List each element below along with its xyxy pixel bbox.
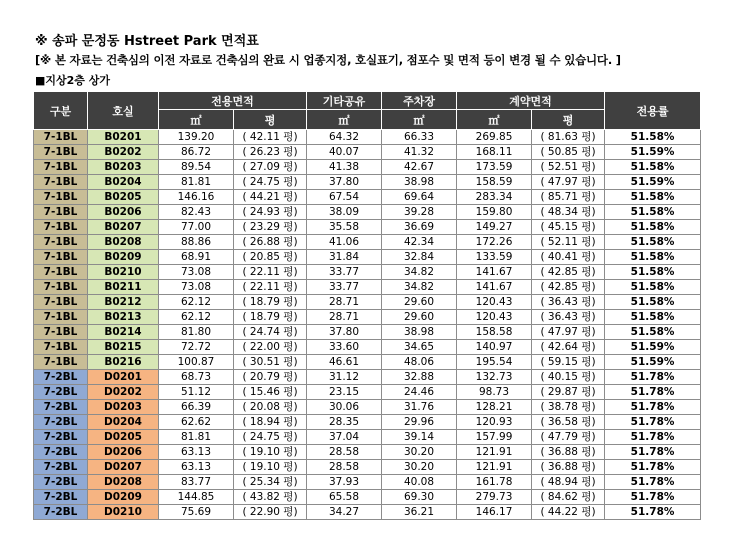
cell-exclusive-sqm: 82.43 bbox=[159, 205, 234, 220]
cell-contract-sqm: 132.73 bbox=[457, 370, 532, 385]
cell-exclusive-pyeong: ( 22.90 평) bbox=[234, 505, 307, 520]
cell-parking: 42.67 bbox=[382, 160, 457, 175]
cell-block: 7-1BL bbox=[34, 310, 88, 325]
cell-contract-pyeong: ( 47.97 평) bbox=[532, 325, 605, 340]
notice-text: [※ 본 자료는 건축심의 이전 자료로 건축심의 완료 시 업종지정, 호실표기, 점포수 및 면적 등이 변경 될 수 있습니다. ] bbox=[35, 53, 621, 67]
cell-other-shared: 33.77 bbox=[307, 265, 382, 280]
cell-parking: 66.33 bbox=[382, 130, 457, 145]
table-row bbox=[34, 490, 701, 505]
cell-contract-sqm: 128.21 bbox=[457, 400, 532, 415]
header-exclusive-sqm: ㎡ bbox=[159, 110, 234, 130]
table-row bbox=[34, 505, 701, 520]
cell-rate: 51.58% bbox=[605, 250, 701, 265]
cell-other-shared: 28.71 bbox=[307, 310, 382, 325]
cell-block: 7-1BL bbox=[34, 355, 88, 370]
table-row bbox=[34, 205, 701, 220]
cell-contract-pyeong: ( 36.88 평) bbox=[532, 460, 605, 475]
cell-block: 7-1BL bbox=[34, 175, 88, 190]
cell-rate: 51.58% bbox=[605, 205, 701, 220]
cell-exclusive-pyeong: ( 20.85 평) bbox=[234, 250, 307, 265]
cell-contract-pyeong: ( 85.71 평) bbox=[532, 190, 605, 205]
cell-contract-sqm: 120.43 bbox=[457, 295, 532, 310]
cell-contract-sqm: 149.27 bbox=[457, 220, 532, 235]
cell-block: 7-1BL bbox=[34, 205, 88, 220]
cell-other-shared: 41.38 bbox=[307, 160, 382, 175]
cell-exclusive-sqm: 73.08 bbox=[159, 265, 234, 280]
cell-other-shared: 40.07 bbox=[307, 145, 382, 160]
cell-block: 7-2BL bbox=[34, 460, 88, 475]
cell-unit: D0209 bbox=[88, 490, 159, 505]
cell-unit: B0202 bbox=[88, 145, 159, 160]
table-row bbox=[34, 460, 701, 475]
table-row bbox=[34, 310, 701, 325]
cell-unit: B0215 bbox=[88, 340, 159, 355]
cell-block: 7-1BL bbox=[34, 145, 88, 160]
cell-block: 7-1BL bbox=[34, 130, 88, 145]
cell-exclusive-pyeong: ( 24.75 평) bbox=[234, 175, 307, 190]
cell-other-shared: 41.06 bbox=[307, 235, 382, 250]
cell-unit: B0210 bbox=[88, 265, 159, 280]
cell-parking: 42.34 bbox=[382, 235, 457, 250]
cell-parking: 36.69 bbox=[382, 220, 457, 235]
cell-rate: 51.78% bbox=[605, 475, 701, 490]
cell-contract-pyeong: ( 81.63 평) bbox=[532, 130, 605, 145]
cell-contract-pyeong: ( 40.41 평) bbox=[532, 250, 605, 265]
area-table bbox=[33, 91, 701, 520]
cell-unit: B0211 bbox=[88, 280, 159, 295]
cell-contract-pyeong: ( 44.22 평) bbox=[532, 505, 605, 520]
cell-exclusive-pyeong: ( 22.11 평) bbox=[234, 280, 307, 295]
cell-contract-pyeong: ( 36.88 평) bbox=[532, 445, 605, 460]
table-row bbox=[34, 145, 701, 160]
table-header bbox=[34, 92, 701, 130]
table-row bbox=[34, 265, 701, 280]
cell-exclusive-pyeong: ( 26.23 평) bbox=[234, 145, 307, 160]
table-row bbox=[34, 385, 701, 400]
cell-block: 7-1BL bbox=[34, 280, 88, 295]
cell-block: 7-1BL bbox=[34, 235, 88, 250]
cell-unit: B0208 bbox=[88, 235, 159, 250]
table-row bbox=[34, 415, 701, 430]
cell-other-shared: 67.54 bbox=[307, 190, 382, 205]
cell-exclusive-pyeong: ( 20.08 평) bbox=[234, 400, 307, 415]
table-row bbox=[34, 340, 701, 355]
cell-exclusive-sqm: 62.12 bbox=[159, 295, 234, 310]
cell-other-shared: 37.80 bbox=[307, 175, 382, 190]
cell-contract-pyeong: ( 42.85 평) bbox=[532, 265, 605, 280]
cell-contract-pyeong: ( 38.78 평) bbox=[532, 400, 605, 415]
header-exclusive-pyeong: 평 bbox=[234, 110, 307, 130]
cell-block: 7-1BL bbox=[34, 220, 88, 235]
cell-exclusive-pyeong: ( 44.21 평) bbox=[234, 190, 307, 205]
cell-unit: B0204 bbox=[88, 175, 159, 190]
table-row bbox=[34, 190, 701, 205]
cell-exclusive-sqm: 62.12 bbox=[159, 310, 234, 325]
cell-rate: 51.78% bbox=[605, 370, 701, 385]
cell-unit: B0205 bbox=[88, 190, 159, 205]
header-parking: 주차장 bbox=[382, 92, 457, 110]
cell-contract-sqm: 98.73 bbox=[457, 385, 532, 400]
cell-contract-pyeong: ( 40.15 평) bbox=[532, 370, 605, 385]
cell-rate: 51.78% bbox=[605, 400, 701, 415]
header-exclusive-area: 전용면적 bbox=[159, 92, 307, 110]
cell-unit: D0202 bbox=[88, 385, 159, 400]
table-row bbox=[34, 250, 701, 265]
cell-exclusive-pyeong: ( 19.10 평) bbox=[234, 460, 307, 475]
cell-parking: 30.20 bbox=[382, 445, 457, 460]
cell-contract-sqm: 133.59 bbox=[457, 250, 532, 265]
table-row bbox=[34, 280, 701, 295]
cell-contract-sqm: 140.97 bbox=[457, 340, 532, 355]
cell-parking: 38.98 bbox=[382, 325, 457, 340]
cell-other-shared: 33.60 bbox=[307, 340, 382, 355]
header-unit: 호실 bbox=[88, 92, 159, 130]
cell-other-shared: 23.15 bbox=[307, 385, 382, 400]
cell-other-shared: 38.09 bbox=[307, 205, 382, 220]
cell-rate: 51.58% bbox=[605, 190, 701, 205]
header-block: 구분 bbox=[34, 92, 88, 130]
cell-block: 7-2BL bbox=[34, 445, 88, 460]
cell-exclusive-pyeong: ( 24.75 평) bbox=[234, 430, 307, 445]
table-row bbox=[34, 430, 701, 445]
cell-contract-sqm: 173.59 bbox=[457, 160, 532, 175]
cell-exclusive-pyeong: ( 24.93 평) bbox=[234, 205, 307, 220]
table-body bbox=[34, 130, 701, 520]
cell-unit: D0201 bbox=[88, 370, 159, 385]
cell-other-shared: 28.71 bbox=[307, 295, 382, 310]
table-row bbox=[34, 235, 701, 250]
cell-contract-pyeong: ( 48.34 평) bbox=[532, 205, 605, 220]
table-row bbox=[34, 175, 701, 190]
cell-rate: 51.78% bbox=[605, 505, 701, 520]
cell-parking: 41.32 bbox=[382, 145, 457, 160]
cell-contract-sqm: 141.67 bbox=[457, 265, 532, 280]
cell-other-shared: 37.80 bbox=[307, 325, 382, 340]
cell-exclusive-pyeong: ( 27.09 평) bbox=[234, 160, 307, 175]
cell-rate: 51.58% bbox=[605, 265, 701, 280]
cell-exclusive-pyeong: ( 18.79 평) bbox=[234, 310, 307, 325]
cell-exclusive-pyeong: ( 20.79 평) bbox=[234, 370, 307, 385]
cell-parking: 34.82 bbox=[382, 265, 457, 280]
cell-exclusive-sqm: 139.20 bbox=[159, 130, 234, 145]
cell-block: 7-2BL bbox=[34, 370, 88, 385]
cell-rate: 51.59% bbox=[605, 355, 701, 370]
header-contract-area: 계약면적 bbox=[457, 92, 605, 110]
cell-contract-pyeong: ( 29.87 평) bbox=[532, 385, 605, 400]
cell-exclusive-sqm: 146.16 bbox=[159, 190, 234, 205]
cell-contract-sqm: 121.91 bbox=[457, 445, 532, 460]
cell-contract-sqm: 168.11 bbox=[457, 145, 532, 160]
cell-other-shared: 28.35 bbox=[307, 415, 382, 430]
cell-contract-sqm: 195.54 bbox=[457, 355, 532, 370]
cell-parking: 32.84 bbox=[382, 250, 457, 265]
cell-exclusive-pyeong: ( 19.10 평) bbox=[234, 445, 307, 460]
cell-unit: D0207 bbox=[88, 460, 159, 475]
cell-contract-pyeong: ( 84.62 평) bbox=[532, 490, 605, 505]
cell-parking: 34.82 bbox=[382, 280, 457, 295]
cell-other-shared: 34.27 bbox=[307, 505, 382, 520]
cell-contract-pyeong: ( 52.11 평) bbox=[532, 235, 605, 250]
cell-exclusive-sqm: 66.39 bbox=[159, 400, 234, 415]
cell-rate: 51.58% bbox=[605, 280, 701, 295]
cell-rate: 51.78% bbox=[605, 445, 701, 460]
cell-contract-sqm: 146.17 bbox=[457, 505, 532, 520]
cell-parking: 31.76 bbox=[382, 400, 457, 415]
cell-contract-sqm: 279.73 bbox=[457, 490, 532, 505]
cell-rate: 51.59% bbox=[605, 145, 701, 160]
cell-block: 7-2BL bbox=[34, 385, 88, 400]
cell-other-shared: 65.58 bbox=[307, 490, 382, 505]
cell-contract-sqm: 120.93 bbox=[457, 415, 532, 430]
cell-exclusive-sqm: 88.86 bbox=[159, 235, 234, 250]
cell-contract-sqm: 159.80 bbox=[457, 205, 532, 220]
cell-rate: 51.58% bbox=[605, 310, 701, 325]
cell-exclusive-sqm: 68.73 bbox=[159, 370, 234, 385]
cell-exclusive-pyeong: ( 22.11 평) bbox=[234, 265, 307, 280]
cell-exclusive-sqm: 62.62 bbox=[159, 415, 234, 430]
cell-unit: B0214 bbox=[88, 325, 159, 340]
table-row bbox=[34, 475, 701, 490]
cell-exclusive-sqm: 75.69 bbox=[159, 505, 234, 520]
cell-other-shared: 31.12 bbox=[307, 370, 382, 385]
cell-rate: 51.78% bbox=[605, 430, 701, 445]
cell-unit: D0203 bbox=[88, 400, 159, 415]
cell-unit: B0206 bbox=[88, 205, 159, 220]
cell-exclusive-sqm: 51.12 bbox=[159, 385, 234, 400]
cell-block: 7-2BL bbox=[34, 475, 88, 490]
header-rate: 전용률 bbox=[605, 92, 701, 130]
cell-exclusive-sqm: 144.85 bbox=[159, 490, 234, 505]
cell-block: 7-2BL bbox=[34, 415, 88, 430]
section-heading: ■지상2층 상가 bbox=[35, 74, 111, 87]
cell-exclusive-sqm: 73.08 bbox=[159, 280, 234, 295]
cell-exclusive-sqm: 63.13 bbox=[159, 460, 234, 475]
cell-contract-pyeong: ( 45.15 평) bbox=[532, 220, 605, 235]
cell-parking: 30.20 bbox=[382, 460, 457, 475]
cell-rate: 51.58% bbox=[605, 160, 701, 175]
table-row bbox=[34, 160, 701, 175]
cell-contract-sqm: 157.99 bbox=[457, 430, 532, 445]
cell-exclusive-sqm: 68.91 bbox=[159, 250, 234, 265]
cell-unit: B0212 bbox=[88, 295, 159, 310]
cell-block: 7-2BL bbox=[34, 490, 88, 505]
cell-parking: 39.14 bbox=[382, 430, 457, 445]
cell-other-shared: 64.32 bbox=[307, 130, 382, 145]
header-contract-pyeong: 평 bbox=[532, 110, 605, 130]
cell-parking: 34.65 bbox=[382, 340, 457, 355]
cell-block: 7-2BL bbox=[34, 430, 88, 445]
cell-contract-sqm: 141.67 bbox=[457, 280, 532, 295]
cell-parking: 38.98 bbox=[382, 175, 457, 190]
cell-exclusive-sqm: 81.81 bbox=[159, 175, 234, 190]
cell-exclusive-sqm: 83.77 bbox=[159, 475, 234, 490]
cell-contract-pyeong: ( 36.43 평) bbox=[532, 295, 605, 310]
cell-exclusive-pyeong: ( 23.29 평) bbox=[234, 220, 307, 235]
cell-exclusive-sqm: 81.80 bbox=[159, 325, 234, 340]
cell-parking: 48.06 bbox=[382, 355, 457, 370]
cell-parking: 69.64 bbox=[382, 190, 457, 205]
table-row bbox=[34, 220, 701, 235]
cell-rate: 51.58% bbox=[605, 325, 701, 340]
cell-contract-sqm: 158.59 bbox=[457, 175, 532, 190]
cell-contract-sqm: 161.78 bbox=[457, 475, 532, 490]
cell-contract-sqm: 283.34 bbox=[457, 190, 532, 205]
header-parking-sqm: ㎡ bbox=[382, 110, 457, 130]
cell-block: 7-1BL bbox=[34, 250, 88, 265]
cell-unit: D0204 bbox=[88, 415, 159, 430]
cell-parking: 40.08 bbox=[382, 475, 457, 490]
cell-contract-sqm: 158.58 bbox=[457, 325, 532, 340]
cell-contract-pyeong: ( 42.85 평) bbox=[532, 280, 605, 295]
cell-unit: D0210 bbox=[88, 505, 159, 520]
cell-exclusive-pyeong: ( 24.74 평) bbox=[234, 325, 307, 340]
cell-exclusive-pyeong: ( 30.51 평) bbox=[234, 355, 307, 370]
cell-other-shared: 31.84 bbox=[307, 250, 382, 265]
cell-unit: D0206 bbox=[88, 445, 159, 460]
cell-unit: D0205 bbox=[88, 430, 159, 445]
cell-contract-pyeong: ( 42.64 평) bbox=[532, 340, 605, 355]
cell-unit: D0208 bbox=[88, 475, 159, 490]
cell-rate: 51.58% bbox=[605, 130, 701, 145]
cell-rate: 51.59% bbox=[605, 175, 701, 190]
cell-contract-sqm: 120.43 bbox=[457, 310, 532, 325]
cell-contract-pyeong: ( 36.43 평) bbox=[532, 310, 605, 325]
table-row bbox=[34, 355, 701, 370]
table-row bbox=[34, 130, 701, 145]
cell-block: 7-1BL bbox=[34, 190, 88, 205]
cell-other-shared: 37.04 bbox=[307, 430, 382, 445]
cell-unit: B0201 bbox=[88, 130, 159, 145]
cell-block: 7-2BL bbox=[34, 505, 88, 520]
cell-exclusive-sqm: 72.72 bbox=[159, 340, 234, 355]
cell-exclusive-pyeong: ( 18.79 평) bbox=[234, 295, 307, 310]
table-row bbox=[34, 295, 701, 310]
cell-block: 7-1BL bbox=[34, 295, 88, 310]
cell-rate: 51.78% bbox=[605, 415, 701, 430]
table-row bbox=[34, 400, 701, 415]
cell-rate: 51.78% bbox=[605, 385, 701, 400]
cell-block: 7-2BL bbox=[34, 400, 88, 415]
cell-exclusive-sqm: 89.54 bbox=[159, 160, 234, 175]
cell-unit: B0213 bbox=[88, 310, 159, 325]
cell-block: 7-1BL bbox=[34, 160, 88, 175]
cell-exclusive-sqm: 63.13 bbox=[159, 445, 234, 460]
table-row bbox=[34, 325, 701, 340]
table-row bbox=[34, 445, 701, 460]
cell-exclusive-pyeong: ( 26.88 평) bbox=[234, 235, 307, 250]
cell-exclusive-pyeong: ( 18.94 평) bbox=[234, 415, 307, 430]
cell-parking: 29.60 bbox=[382, 295, 457, 310]
cell-exclusive-pyeong: ( 42.11 평) bbox=[234, 130, 307, 145]
header-other-shared: 기타공유 bbox=[307, 92, 382, 110]
header-contract-sqm: ㎡ bbox=[457, 110, 532, 130]
cell-exclusive-sqm: 100.87 bbox=[159, 355, 234, 370]
cell-parking: 69.30 bbox=[382, 490, 457, 505]
cell-parking: 32.88 bbox=[382, 370, 457, 385]
cell-unit: B0209 bbox=[88, 250, 159, 265]
cell-exclusive-sqm: 81.81 bbox=[159, 430, 234, 445]
cell-contract-pyeong: ( 36.58 평) bbox=[532, 415, 605, 430]
header-other-sqm: ㎡ bbox=[307, 110, 382, 130]
cell-block: 7-1BL bbox=[34, 325, 88, 340]
cell-contract-pyeong: ( 50.85 평) bbox=[532, 145, 605, 160]
cell-contract-sqm: 172.26 bbox=[457, 235, 532, 250]
cell-block: 7-1BL bbox=[34, 265, 88, 280]
cell-rate: 51.59% bbox=[605, 340, 701, 355]
cell-unit: B0203 bbox=[88, 160, 159, 175]
page-title: ※ 송파 문정동 Hstreet Park 면적표 bbox=[35, 34, 259, 49]
cell-exclusive-sqm: 86.72 bbox=[159, 145, 234, 160]
cell-parking: 36.21 bbox=[382, 505, 457, 520]
cell-contract-pyeong: ( 59.15 평) bbox=[532, 355, 605, 370]
cell-rate: 51.78% bbox=[605, 490, 701, 505]
cell-other-shared: 35.58 bbox=[307, 220, 382, 235]
cell-block: 7-1BL bbox=[34, 340, 88, 355]
cell-contract-pyeong: ( 48.94 평) bbox=[532, 475, 605, 490]
cell-unit: B0216 bbox=[88, 355, 159, 370]
cell-other-shared: 30.06 bbox=[307, 400, 382, 415]
cell-rate: 51.58% bbox=[605, 220, 701, 235]
cell-contract-pyeong: ( 52.51 평) bbox=[532, 160, 605, 175]
cell-parking: 24.46 bbox=[382, 385, 457, 400]
cell-parking: 29.60 bbox=[382, 310, 457, 325]
cell-other-shared: 28.58 bbox=[307, 460, 382, 475]
cell-other-shared: 46.61 bbox=[307, 355, 382, 370]
cell-unit: B0207 bbox=[88, 220, 159, 235]
cell-parking: 39.28 bbox=[382, 205, 457, 220]
cell-contract-sqm: 269.85 bbox=[457, 130, 532, 145]
cell-parking: 29.96 bbox=[382, 415, 457, 430]
cell-contract-sqm: 121.91 bbox=[457, 460, 532, 475]
cell-rate: 51.58% bbox=[605, 295, 701, 310]
cell-exclusive-sqm: 77.00 bbox=[159, 220, 234, 235]
cell-contract-pyeong: ( 47.97 평) bbox=[532, 175, 605, 190]
cell-contract-pyeong: ( 47.79 평) bbox=[532, 430, 605, 445]
cell-rate: 51.58% bbox=[605, 235, 701, 250]
cell-other-shared: 28.58 bbox=[307, 445, 382, 460]
cell-other-shared: 37.93 bbox=[307, 475, 382, 490]
cell-other-shared: 33.77 bbox=[307, 280, 382, 295]
cell-exclusive-pyeong: ( 43.82 평) bbox=[234, 490, 307, 505]
cell-exclusive-pyeong: ( 15.46 평) bbox=[234, 385, 307, 400]
cell-exclusive-pyeong: ( 25.34 평) bbox=[234, 475, 307, 490]
cell-exclusive-pyeong: ( 22.00 평) bbox=[234, 340, 307, 355]
cell-rate: 51.78% bbox=[605, 460, 701, 475]
table-row bbox=[34, 370, 701, 385]
